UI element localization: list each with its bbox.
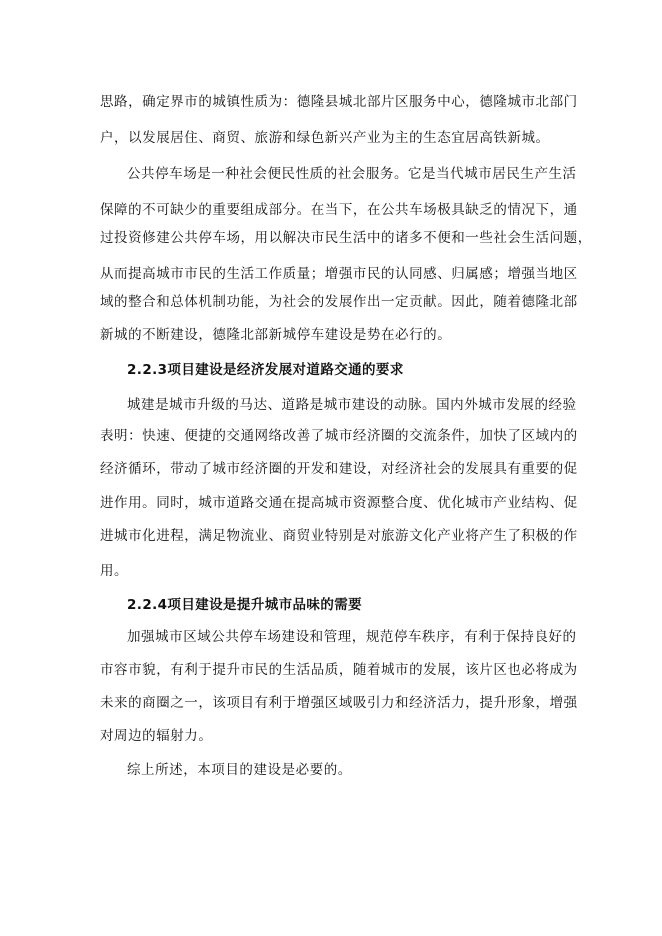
paragraph-line: 对周边的辐射力。 xyxy=(100,728,213,744)
paragraph-line: 从而提高城市市民的生活工作质量；增强市民的认同感、归属感；增强当地区 xyxy=(100,266,578,282)
paragraph-line: 户，以发展居住、商贸、旅游和绿色新兴产业为主的生态宜居高铁新城。 xyxy=(100,130,550,146)
paragraph-line: 域的整合和总体机制功能，为社会的发展作出一定贡献。因此，随着德隆北部 xyxy=(100,294,578,310)
paragraph-line: 进城市化进程，满足物流业、商贸业特别是对旅游文化产业将产生了积极的作 xyxy=(100,528,578,544)
paragraph-line: 市容市貌，有利于提升市民的生活品质，随着城市的发展，该片区也必将成为 xyxy=(100,662,578,678)
paragraph-line: 进作用。同时，城市道路交通在提高城市资源整合度、优化城市产业结构、促 xyxy=(100,495,578,511)
paragraph-line: 思路，确定界市的城镇性质为：德隆县城北部片区服务中心，德隆城市北部门 xyxy=(100,94,578,110)
section-heading-2-2-3: 2.2.3项目建设是经济发展对道路交通的要求 xyxy=(127,362,404,378)
paragraph-line: 用。 xyxy=(100,563,129,579)
paragraph-line: 新城的不断建设，德隆北部新城停车建设是势在必行的。 xyxy=(100,327,452,343)
conclusion-line: 综上所述，本项目的建设是必要的。 xyxy=(127,762,352,778)
paragraph-line: 表明：快速、便捷的交通网络改善了城市经济圈的交流条件，加快了区域内的 xyxy=(100,428,578,444)
paragraph-line: 加强城市区域公共停车场建设和管理，规范停车秩序，有利于保持良好的 xyxy=(127,629,577,645)
paragraph-line: 城建是城市升级的马达、道路是城市建设的动脉。国内外城市发展的经验 xyxy=(127,397,577,413)
paragraph-line: 公共停车场是一种社会便民性质的社会服务。它是当代城市居民生产生活 xyxy=(127,166,577,182)
section-heading-2-2-4: 2.2.4项目建设是提升城市品味的需要 xyxy=(127,597,363,613)
paragraph-line: 过投资修建公共停车场，用以解决市民生活中的诸多不便和一些社会生活问题， xyxy=(100,230,592,246)
paragraph-line: 经济循环，带动了城市经济圈的开发和建设，对经济社会的发展具有重要的促 xyxy=(100,461,578,477)
paragraph-line: 保障的不可缺少的重要组成部分。在当下，在公共车场极具缺乏的情况下，通 xyxy=(100,202,578,218)
paragraph-line: 未来的商圈之一，该项目有利于增强区域吸引力和经济活力，提升形象，增强 xyxy=(100,695,578,711)
